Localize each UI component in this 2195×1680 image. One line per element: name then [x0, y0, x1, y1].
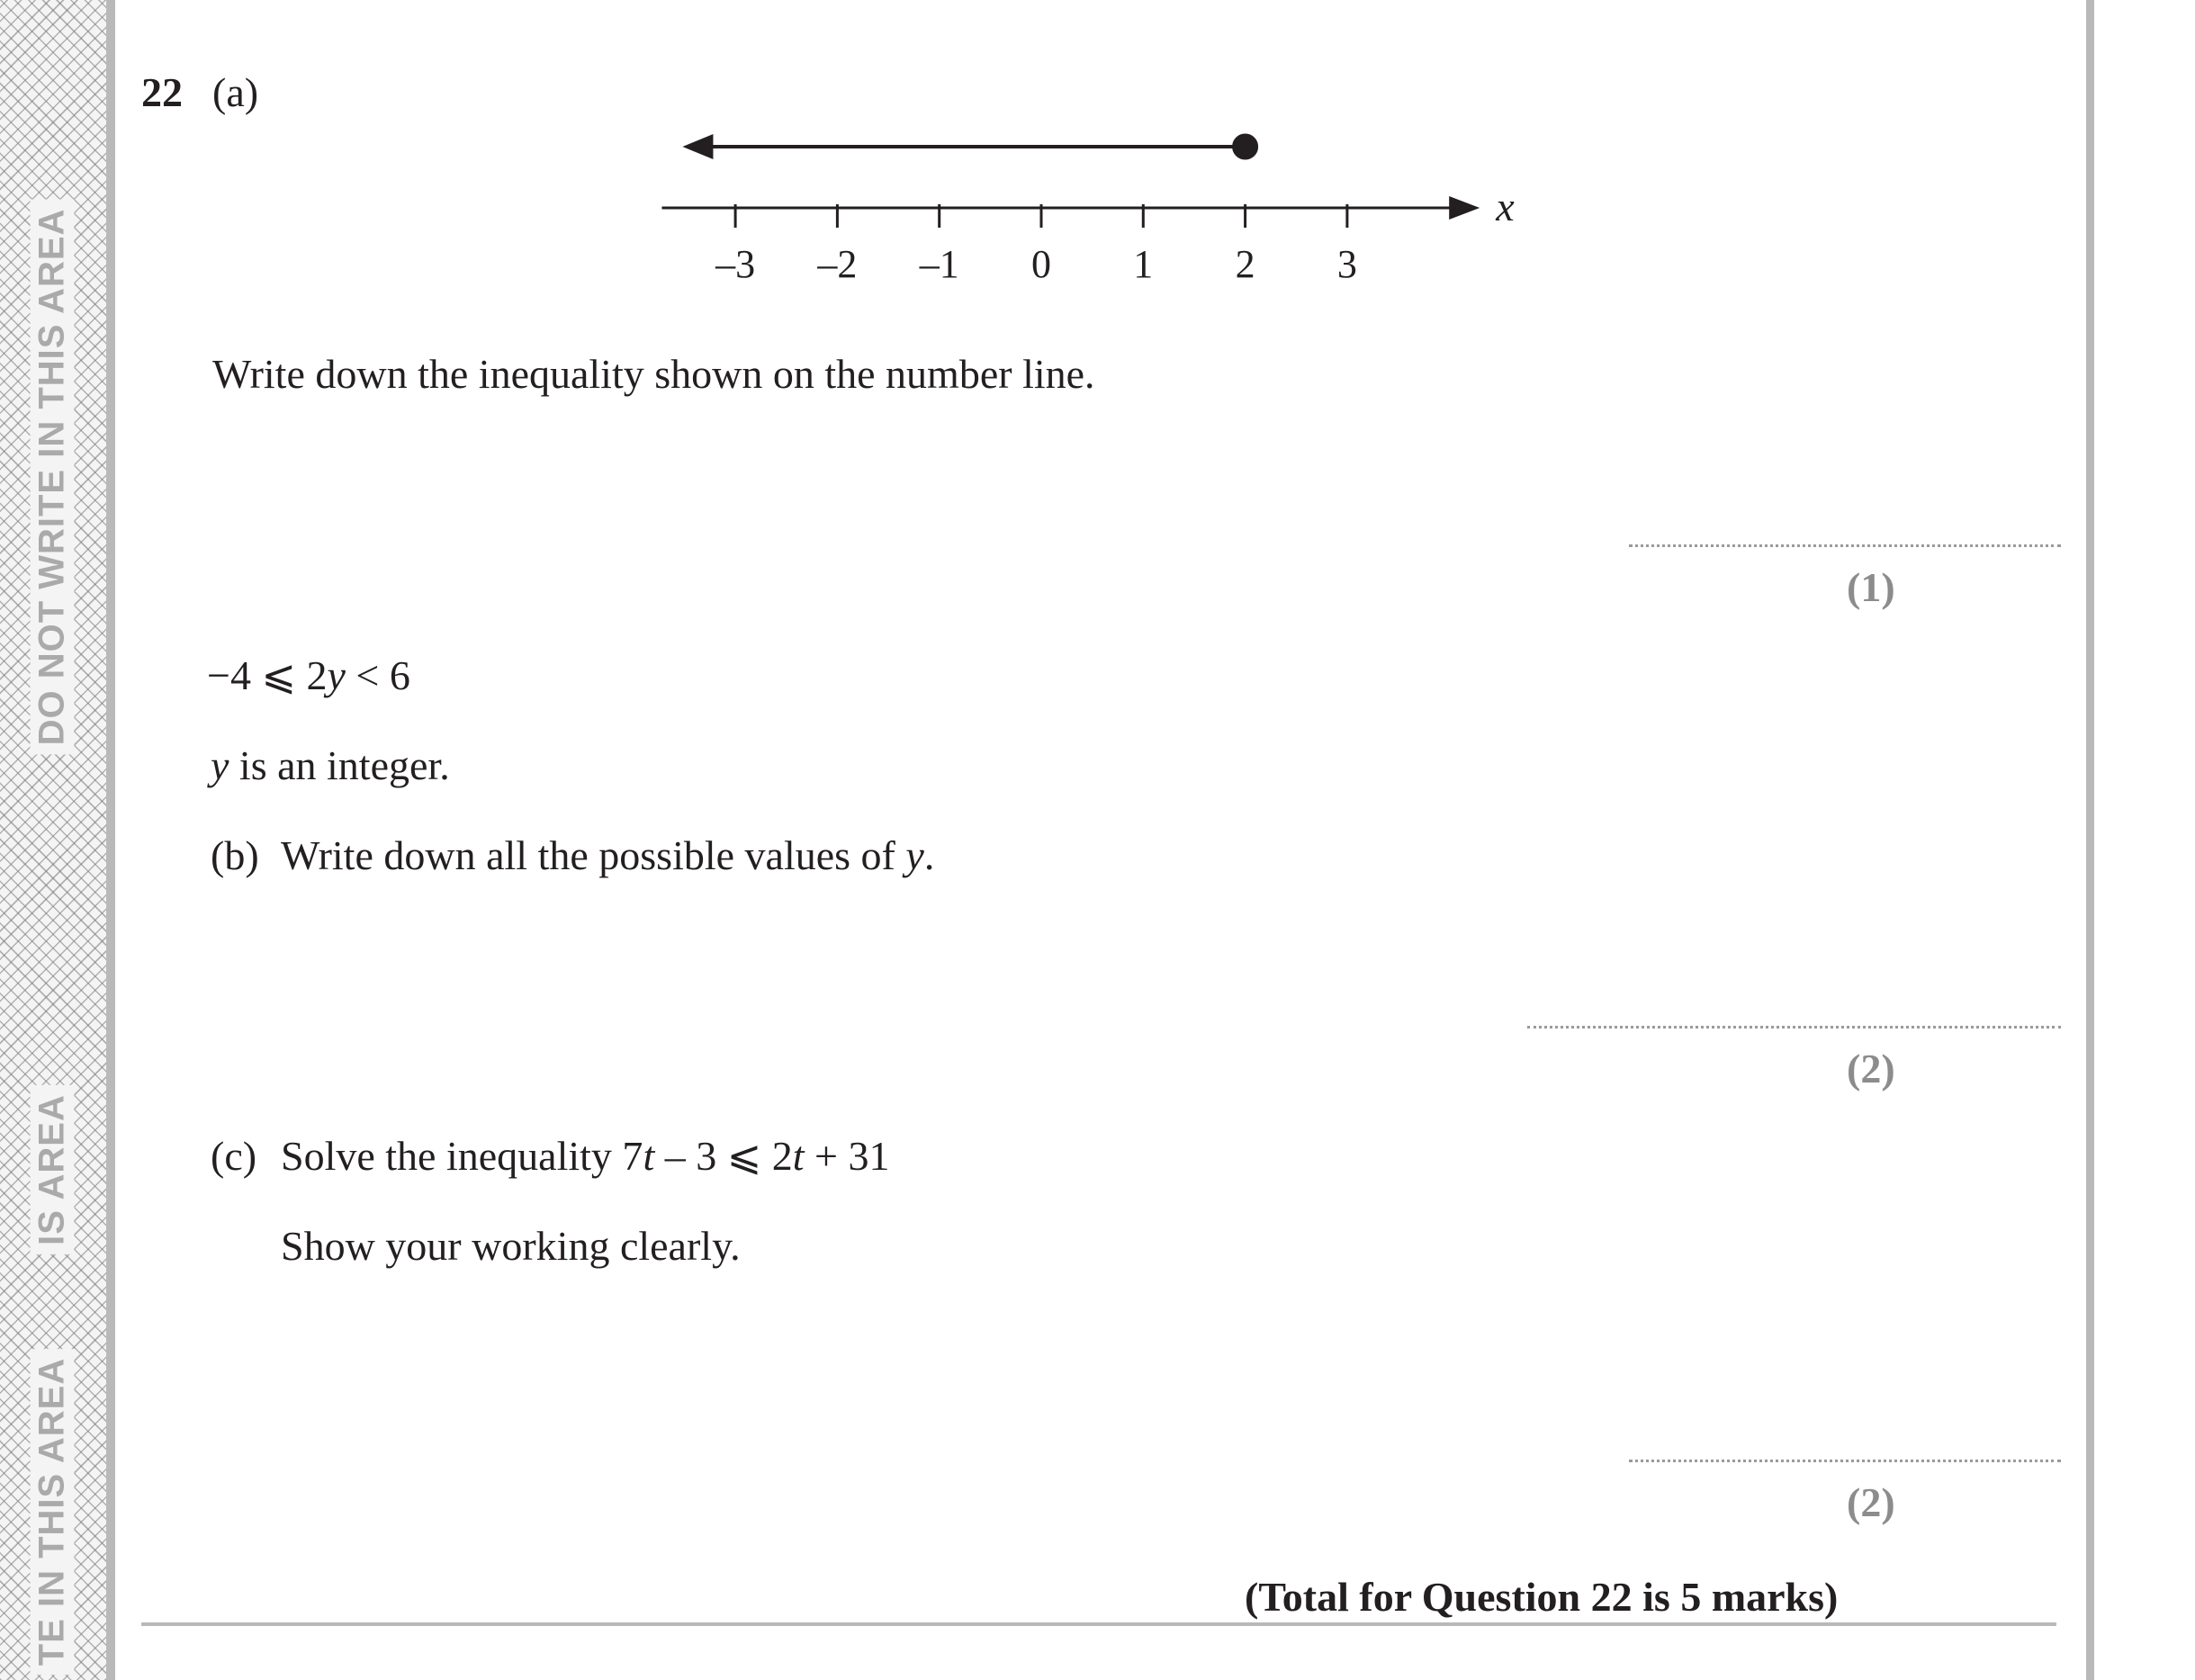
tick-label: –2: [817, 242, 858, 286]
tick-label: 2: [1235, 242, 1255, 286]
given-inequality-right: < 6: [345, 652, 410, 698]
tick-label: –1: [919, 242, 959, 286]
part-a-marks: (1): [1847, 564, 1895, 610]
part-c-prompt-var2: t: [792, 1133, 805, 1179]
number-line-solution: [682, 134, 1256, 159]
part-a-answer-line[interactable]: [1629, 544, 2061, 547]
number-line-axis: [661, 184, 1515, 229]
given-statement-rest: is an integer.: [229, 742, 450, 788]
part-c-prompt-main: Solve the inequality 7: [281, 1133, 643, 1179]
margin-warning-bottom: TE IN THIS AREA: [31, 1349, 75, 1675]
tick-label: 0: [1031, 242, 1051, 286]
part-b-prompt-var: y: [905, 832, 924, 878]
question-total: (Total for Question 22 is 5 marks): [1245, 1574, 1839, 1620]
bottom-rule: [141, 1622, 2056, 1626]
given-inequality: [207, 652, 410, 698]
part-c-prompt: [281, 1133, 890, 1179]
solution-arrowhead: [682, 134, 713, 159]
part-c-marks: (2): [1847, 1479, 1895, 1525]
part-b-prompt-end: .: [923, 832, 935, 878]
given-integer-statement: [211, 742, 450, 788]
part-b-answer-line[interactable]: [1527, 1026, 2061, 1029]
question-number: 22: [141, 69, 183, 115]
part-c-label: (c): [211, 1133, 257, 1179]
part-c-answer-line[interactable]: [1629, 1460, 2061, 1462]
given-inequality-var: y: [327, 652, 346, 698]
part-c-prompt-end: + 31: [804, 1133, 890, 1179]
part-c-instruction: Show your working clearly.: [281, 1223, 741, 1269]
part-b-prompt-main: Write down all the possible values of: [281, 832, 906, 878]
number-line-ticks: [715, 204, 1357, 286]
given-statement-var: y: [211, 742, 229, 788]
part-a-label: (a): [212, 69, 259, 115]
margin-warning-middle: IS AREA: [31, 1085, 75, 1254]
part-c-prompt-var1: t: [643, 1133, 655, 1179]
tick-label: 1: [1133, 242, 1154, 286]
tick-label: 3: [1336, 242, 1357, 286]
part-a-prompt: Write down the inequality shown on the number line.: [212, 351, 1095, 397]
axis-variable-label: x: [1496, 184, 1515, 229]
solution-endpoint-dot: [1234, 135, 1257, 158]
axis-arrowhead: [1449, 196, 1480, 220]
part-b-prompt: [281, 832, 935, 878]
part-c-prompt-mid: – 3 ⩽ 2: [654, 1133, 793, 1179]
number-line-diagram: [0, 0, 2195, 324]
tick-label: –3: [715, 242, 756, 286]
part-b-marks: (2): [1847, 1046, 1895, 1092]
given-inequality-left: −4 ⩽ 2: [207, 652, 328, 698]
margin-warning-top: DO NOT WRITE IN THIS AREA: [31, 200, 75, 755]
part-b-label: (b): [211, 832, 259, 878]
